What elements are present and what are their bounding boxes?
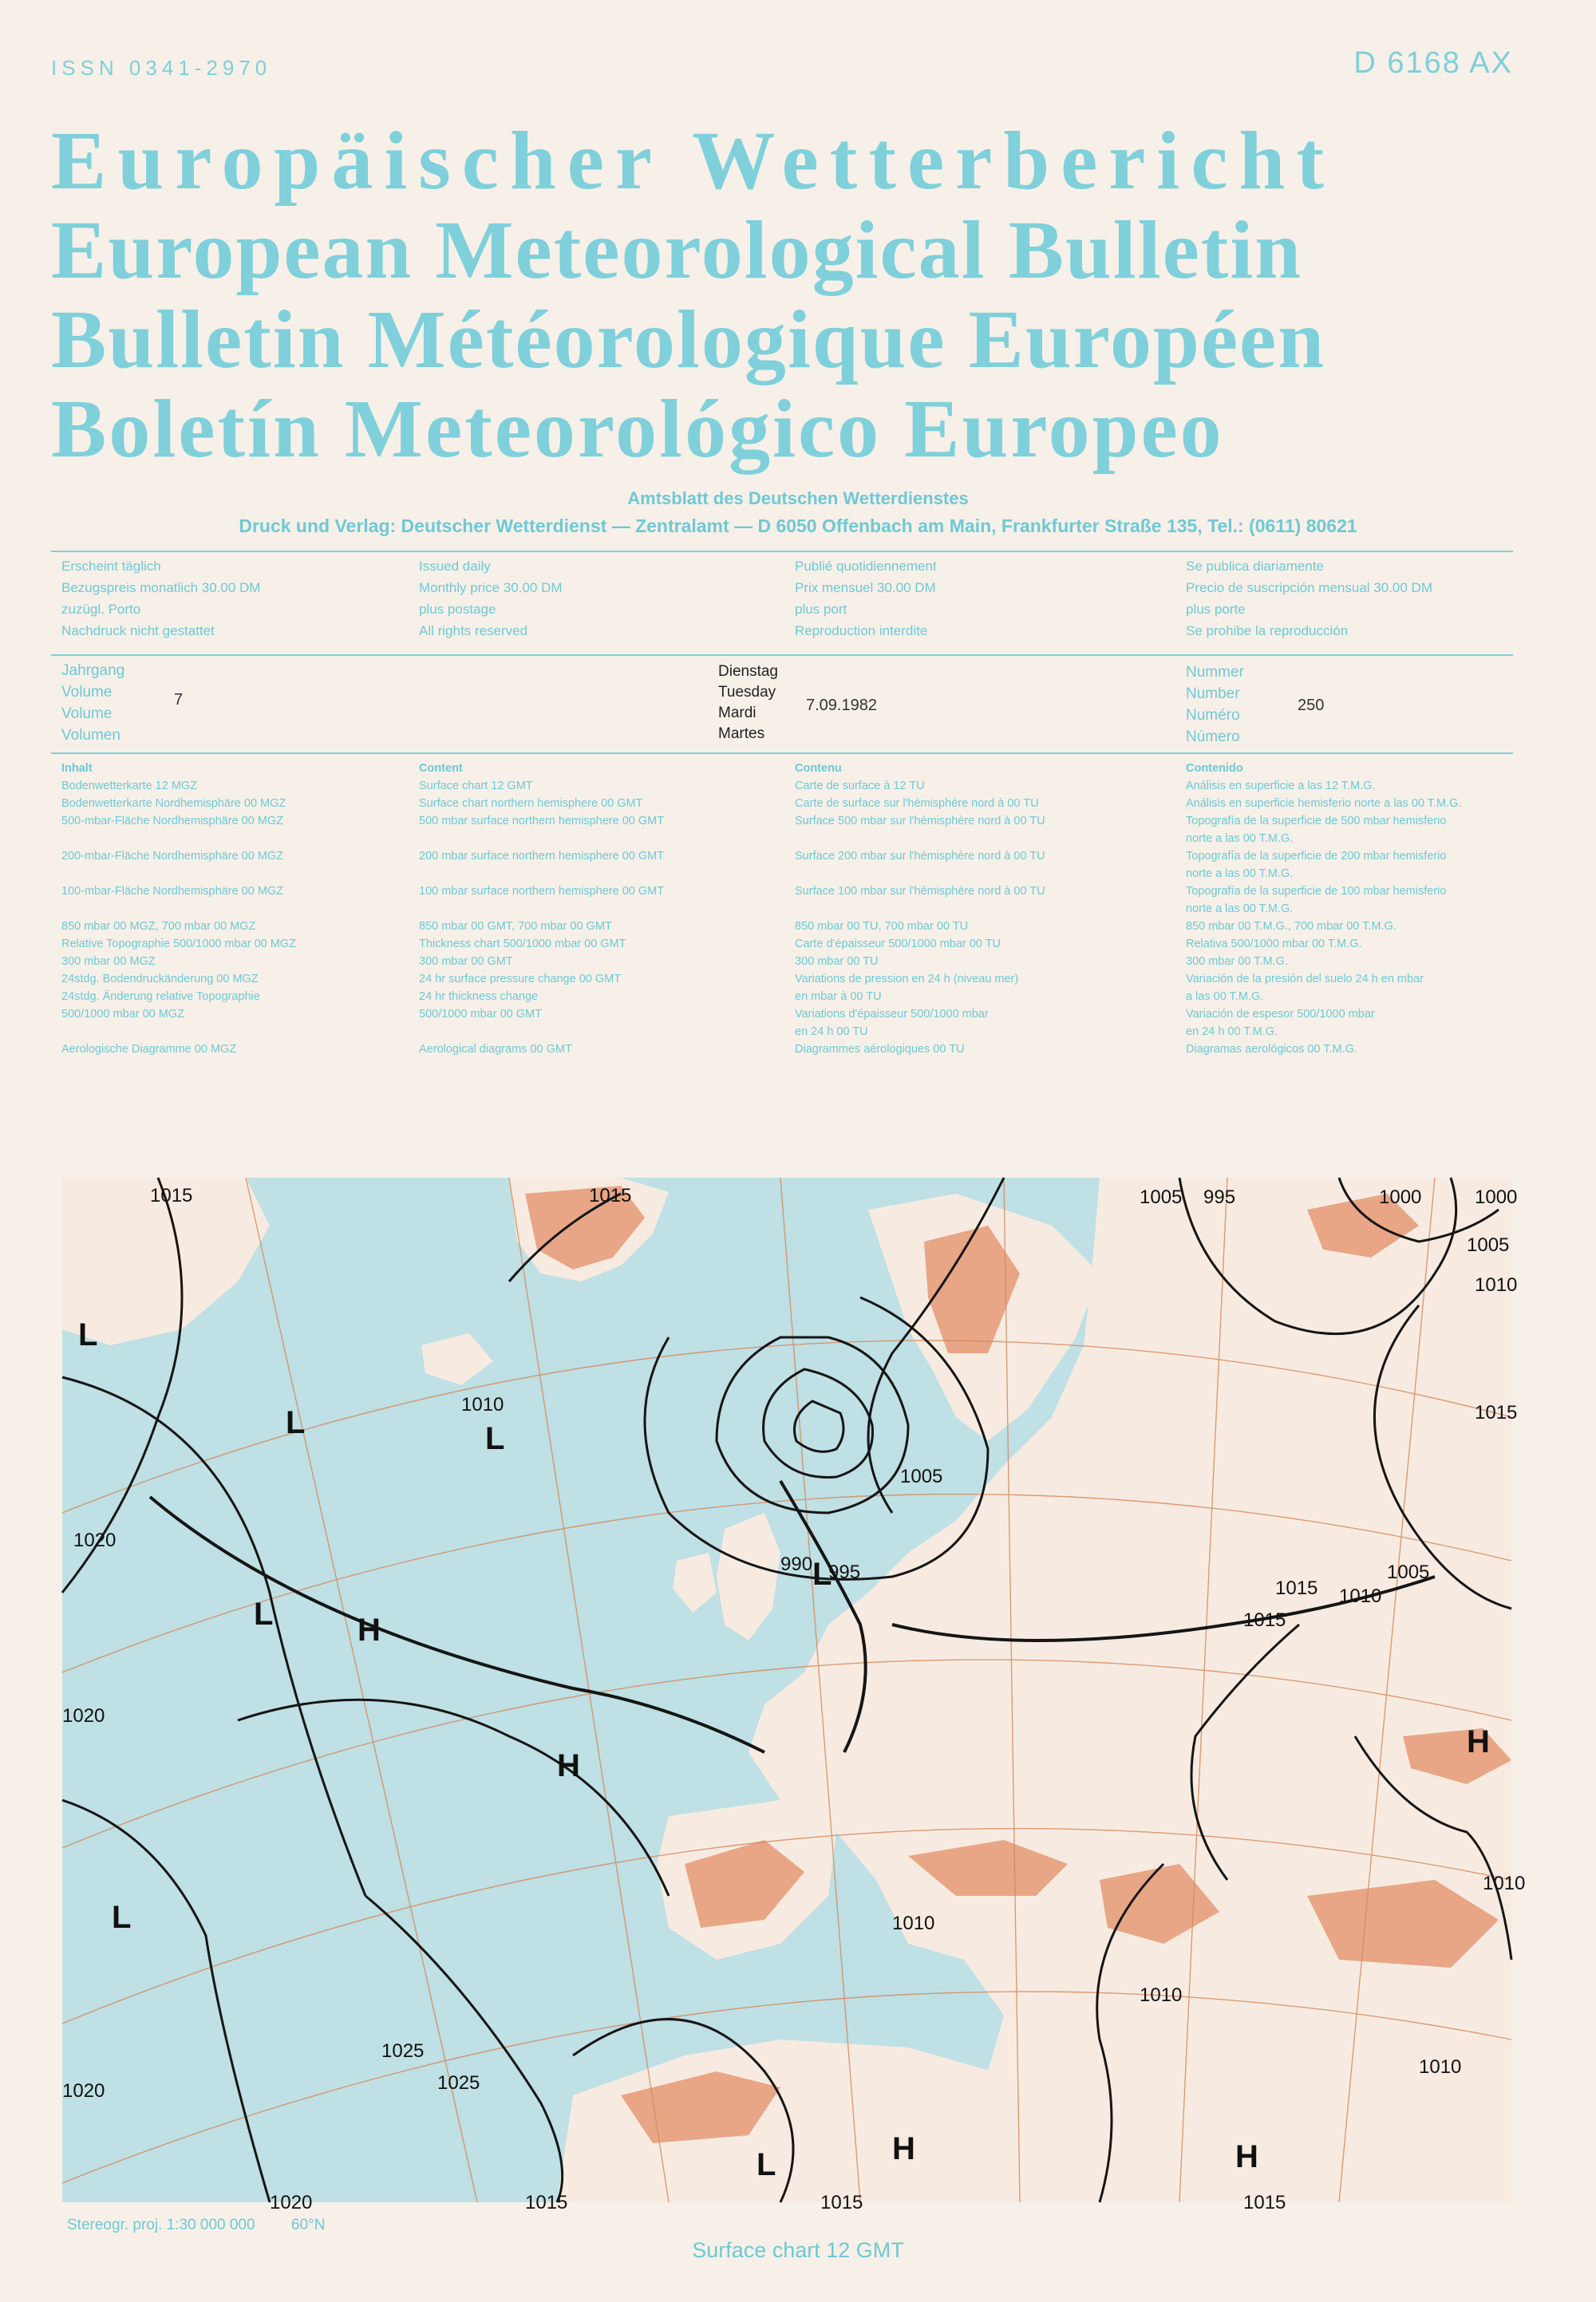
high-pressure-center: H: [1235, 2139, 1258, 2174]
isobar-label: 1010: [461, 1394, 504, 1416]
official-gazette-line: Amtsblatt des Deutschen Wetterdienstes: [627, 488, 969, 508]
isobar-label: 1010: [1475, 1274, 1518, 1296]
isobar-label: 1000: [1379, 1187, 1422, 1208]
contents-french: Contenu Carte de surface à 12 TU Carte de surface sur l'hémisphère nord à 00 TU Surface 500 mbar sur l'hémisphère nord à 00 TU Surface 200 mbar sur l'hémisphère nord à 00 TU Surface 100 mbar sur l'hémisphère nord à 00 TU 850 mbar 00 TU, 700 mbar 00 TU Carte d'épaisseur 500/1000 mbar 00 TU 300 mbar 00 TU Variations de pression en 24 h (niveau mer) en mbar à 00 TU Variations d'épaisseur 500/1000 mbar en 24 h 00 TU Diagrammes aérologiques 00 TU: [795, 762, 1045, 1056]
issn-number: ISSN 0341-2970: [51, 56, 272, 80]
isobar-label: 1000: [1475, 1187, 1518, 1208]
subscription-german: Erscheint täglich Bezugspreis monatlich 30.00 DM zuzügl. Porto Nachdruck nicht gestattet: [61, 559, 261, 638]
low-pressure-center: L: [485, 1421, 505, 1456]
isobar-label: 1005: [1140, 1187, 1183, 1208]
isobar-label: 1020: [62, 1705, 105, 1727]
low-pressure-center: L: [812, 1557, 832, 1592]
high-pressure-center: H: [358, 1613, 381, 1648]
subscription-english: Issued daily Monthly price 30.00 DM plus postage All rights reserved: [419, 559, 563, 638]
high-pressure-center: H: [1467, 1724, 1490, 1759]
title-english: European Meteorological Bulletin: [51, 204, 1303, 296]
volume-value: 7: [174, 691, 184, 709]
high-pressure-center: H: [892, 2131, 915, 2166]
high-pressure-center: H: [557, 1748, 580, 1783]
low-pressure-center: L: [78, 1317, 98, 1352]
low-pressure-center: L: [286, 1405, 306, 1440]
isobar-label: 1010: [1483, 1873, 1526, 1894]
isobar-label: 1015: [150, 1185, 193, 1206]
contents-english: Content Surface chart 12 GMT Surface chart northern hemisphere 00 GMT 500 mbar surface northern hemisphere 00 GMT 200 mbar surface northern hemisphere 00 GMT 100 mbar surface northern hemisphere 00 GMT 850 mbar 00 GMT, 700 mbar 00 GMT Thickness chart 500/1000 mbar 00 GMT 300 mbar 00 GMT 24 hr surface pressure change 00 GMT 24 hr thickness change 500/1000 mbar 00 GMT Aerological diagrams 00 GMT: [419, 762, 665, 1056]
isobar-label: 1005: [1467, 1234, 1510, 1256]
isobar-label: 1015: [589, 1185, 632, 1206]
number-labels: Nummer Number Numéro Número: [1186, 664, 1244, 745]
postal-code: D 6168 AX: [1353, 46, 1513, 80]
isobar-label: 995: [828, 1562, 861, 1583]
isobar-label: 1025: [437, 2072, 480, 2094]
issue-number: 250: [1298, 697, 1325, 714]
divider: [51, 752, 1513, 754]
isobar-label: 1025: [381, 2040, 425, 2062]
isobar-label: 1015: [820, 2192, 863, 2213]
title-french: Bulletin Météorologique Européen: [51, 294, 1326, 385]
isobar-label: 1010: [892, 1913, 935, 1934]
isobar-label: 995: [1203, 1187, 1236, 1208]
map-projection: Stereogr. proj. 1:30 000 000: [67, 2217, 255, 2233]
isobar-label: 1010: [1140, 1984, 1183, 2006]
isobar-label: 1005: [900, 1466, 943, 1487]
isobar-label: 1020: [270, 2192, 313, 2213]
surface-weather-map: [62, 1178, 1526, 2213]
isobar-label: 990: [780, 1554, 813, 1575]
map-caption: Surface chart 12 GMT: [692, 2238, 904, 2262]
map-latitude: 60°N: [291, 2217, 326, 2233]
contents-spanish: Contenido Análisis en superficie a las 12 T.M.G. Análisis en superficie hemisferio norte a las 00 T.M.G. Topografía de la superficie de 500 mbar hemisferio norte a las 00 T.M.G. Topografía de la superficie de 200 mbar hemisferio norte a las 00 T.M.G. Topografía de la superficie de 100 mbar hemisferio norte a las 00 T.M.G. 850 mbar 00 T.M.G., 700 mbar 00 T.M.G. Relativa 500/1000 mbar 00 T.M.G. 300 mbar 00 T.M.G. Variación de la presión del suelo 24 h en mbar a las 00 T.M.G. Variación de espesor 500/1000 mbar en 24 h 00 T.M.G. Diagramas aerológicos 00 T.M.G.: [1186, 762, 1462, 1056]
contents-german: Inhalt Bodenwetterkarte 12 MGZ Bodenwetterkarte Nordhemisphäre 00 MGZ 500-mbar-Fläche Nordhemisphäre 00 MGZ 200-mbar-Fläche Nordhemisphäre 00 MGZ 100-mbar-Fläche Nordhemisphäre 00 MGZ 850 mbar 00 MGZ, 700 mbar 00 MGZ Relative Topographie 500/1000 mbar 00 MGZ 300 mbar 00 MGZ 24stdg. Bodendruckänderung 00 MGZ 24stdg. Änderung relative Topographie 500/1000 mbar 00 MGZ Aerologische Diagramme 00 MGZ: [61, 762, 296, 1056]
low-pressure-center: L: [112, 1900, 132, 1935]
publisher-line: Druck und Verlag: Deutscher Wetterdienst — Zentralamt — D 6050 Offenbach am Main, Frankfurter Straße 135, Tel.: (0611) 80621: [239, 515, 1357, 536]
isobar-label: 1020: [73, 1530, 117, 1551]
subscription-spanish: Se publica diariamente Precio de suscripción mensual 30.00 DM plus porte Se prohibe la reproducción: [1186, 559, 1432, 638]
title-german: Europäischer Wetterbericht: [51, 115, 1335, 207]
issue-date: 7.09.1982: [806, 697, 877, 714]
isobar-label: 1020: [62, 2080, 105, 2102]
isobar-label: 1015: [525, 2192, 568, 2213]
subscription-french: Publié quotidiennement Prix mensuel 30.00 DM plus port Reproduction interdite: [795, 559, 937, 638]
isobar-label: 1015: [1475, 1402, 1518, 1423]
isobar-label: 1010: [1339, 1585, 1382, 1607]
title-spanish: Boletín Meteorológico Europeo: [51, 383, 1224, 475]
isobar-label: 1015: [1243, 1609, 1286, 1631]
divider: [51, 654, 1513, 656]
isobar-label: 1015: [1275, 1577, 1318, 1599]
isobar-label: 1005: [1387, 1562, 1430, 1583]
low-pressure-center: L: [254, 1597, 274, 1632]
isobar-label: 1015: [1243, 2192, 1286, 2213]
divider: [51, 551, 1513, 552]
isobar-label: 1010: [1419, 2056, 1462, 2078]
volume-labels: Jahrgang Volume Volume Volumen: [61, 662, 125, 744]
weekday-labels: Dienstag Tuesday Mardi Martes: [718, 663, 778, 742]
low-pressure-center: L: [757, 2147, 776, 2182]
